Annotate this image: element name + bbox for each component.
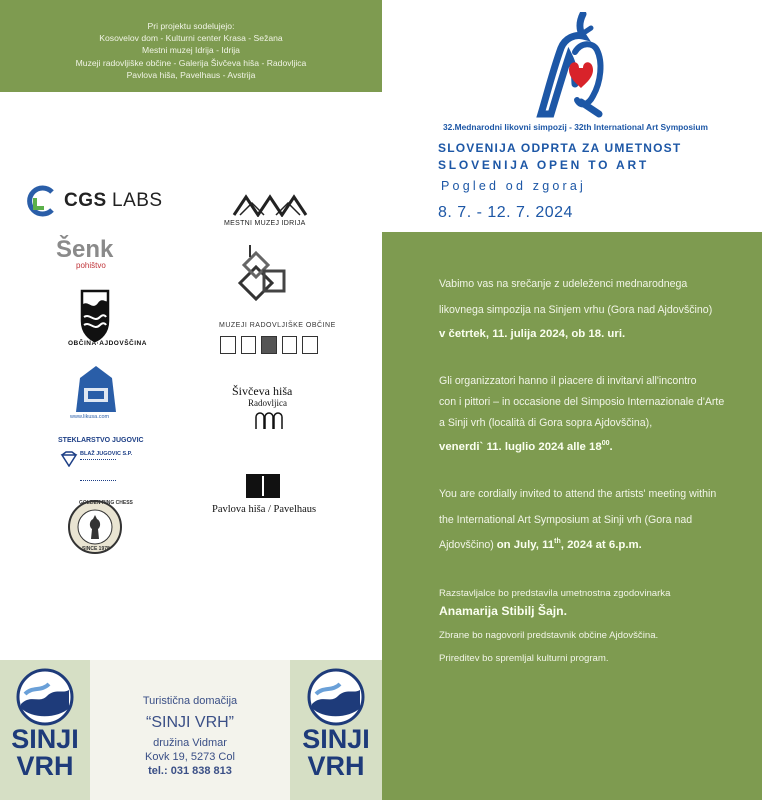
golden-ring-chess-logo — [67, 499, 133, 555]
invite-sl-date: v četrtek, 11. julija 2024, ob 18. uri. — [439, 328, 626, 340]
partner-line: Pavlova hiša, Pavelhaus - Avstrija — [126, 69, 256, 80]
farm-name: “SINJI VRH” — [146, 714, 234, 731]
partner-line: Muzeji radovljiške občine - Galerija Šivčeva hiša - Radovljica — [75, 57, 307, 68]
partners-heading: Pri projektu sodelujejo: — [147, 21, 235, 31]
pavlova-hisa-logo — [212, 472, 324, 518]
presenter-intro: Razstavljalce bo predstavila umetnostna zgodovinarka — [439, 588, 671, 599]
farm-type: Turistična domačija — [142, 695, 238, 707]
labs-text: LABS — [112, 190, 163, 211]
cgs-text: CGS — [64, 190, 107, 211]
invite-it-date-text: venerdi` 11. luglio 2024 alle 18 — [439, 440, 602, 453]
invite-en-line: You are cordially invited to attend the artists' meeting within — [439, 488, 717, 500]
likusa-house-icon — [70, 364, 122, 414]
invite-it-line: a Sinji vrh (località di Gora sopra Ajdovščina), — [439, 417, 653, 429]
steklarstvo-sub: BLAŽ JUGOVIC S.P. — [80, 451, 133, 457]
invite-en-place: Ajdovščino) — [439, 538, 494, 551]
mestni-muzej-idrija-logo — [224, 193, 320, 231]
invite-en-date-a: on July, 11 — [496, 538, 555, 551]
invite-sl-line: likovnega simpozija na Sinjem vrhu (Gora nad Ajdovščino) — [439, 304, 713, 316]
footer-brand-left — [0, 726, 90, 780]
invite-en-line3 — [439, 538, 642, 551]
likusa-logo — [70, 364, 122, 424]
obcina-text: OBČINA·AJDOVŠČINA — [68, 340, 147, 347]
partners-box — [0, 0, 382, 92]
muzeji-icons — [220, 336, 318, 354]
obcina-ajdovscina-logo — [64, 283, 147, 349]
invitation-panel — [382, 232, 762, 800]
sivceva-sub: Radovljica — [248, 398, 287, 408]
sivceva-text: Šivčeva hiša — [232, 384, 293, 398]
speech-note: Zbrane bo nagovoril predstavnik občine Ajdovščina. — [439, 630, 659, 641]
senk-text: Šenk — [56, 236, 114, 263]
pavlova-text: Pavlova hiša / Pavelhaus — [212, 504, 317, 515]
invite-en-date-sup: th — [554, 538, 561, 545]
invite-en-line: the International Art Symposium at Sinji vrh (Gora nad — [439, 514, 693, 526]
muzeji-radovljiske-obcine-logo — [216, 322, 336, 358]
muzeji-radovljica-text: MUZEJI RADOVLJIŠKE OBČINE — [219, 322, 336, 329]
program-note: Prireditev bo spremljal kulturni program. — [439, 653, 609, 664]
partner-line: Mestni muzej Idrija - Idrija — [142, 45, 240, 56]
brand-line1: SINJI — [11, 724, 79, 754]
kosovelov-dom-logo — [234, 243, 290, 301]
senk-sub: pohištvo — [76, 261, 106, 270]
idrija-mark-icon — [232, 193, 312, 217]
steklarstvo-details — [80, 459, 116, 481]
brand-line2: VRH — [16, 751, 74, 781]
subtitle: Pogled od zgoraj — [441, 179, 587, 193]
footer-logo-right — [290, 660, 382, 800]
title-slovenian: SLOVENIJA ODPRTA ZA UMETNOST — [438, 141, 682, 155]
golden-since: SINCE 1978 — [82, 546, 110, 552]
steklarstvo-text: STEKLARSTVO JUGOVIC — [58, 437, 144, 444]
invite-sl-line: Vabimo vas na srečanje z udeleženci mednarodnega — [439, 278, 688, 290]
arches-icon — [254, 411, 284, 429]
invite-it-date-sup: 00 — [601, 440, 610, 447]
sivceva-hisa-logo — [226, 384, 312, 430]
senk-logo — [56, 236, 136, 272]
farm-address: Kovk 19, 5273 Col — [145, 751, 235, 763]
farm-family: družina Vidmar — [153, 737, 227, 749]
cgs-logo-icon — [24, 184, 58, 218]
event-dates: 8. 7. - 12. 7. 2024 — [438, 204, 573, 221]
symposium-line: 32.Mednarodni likovni simpozij - 32th International Art Symposium — [443, 122, 708, 132]
invite-it-line: con i pittori – in occasione del Simposio Internazionale d'Arte — [439, 396, 725, 408]
steklarstvo-logo — [58, 437, 144, 483]
diamond-icon — [60, 451, 78, 467]
footer-brand-right — [290, 726, 382, 780]
footer-logo-left — [0, 660, 90, 800]
partner-line: Kosovelov dom - Kulturni center Krasa - Sežana — [99, 33, 283, 44]
brand-line2: VRH — [307, 751, 365, 781]
brand-line1: SINJI — [302, 724, 370, 754]
invite-it-line: Gli organizzatori hanno il piacere di invitarvi all'incontro — [439, 375, 697, 387]
muzej-idrija-text: MESTNI MUZEJ IDRIJA — [224, 220, 306, 227]
farm-phone: tel.: 031 838 813 — [148, 765, 232, 777]
likusa-url: www.likusa.com — [70, 414, 110, 420]
symposium-logo — [535, 12, 605, 118]
golden-text: GOLDEN RING CHESS — [79, 500, 133, 506]
pavlova-book-icon — [246, 474, 280, 498]
invite-en-date-b: , 2024 at 6.p.m. — [560, 538, 642, 551]
sinji-vrh-emblem-icon — [13, 668, 77, 726]
invite-it-date: venerdi` 11. luglio 2024 alle $18^{00}$. — [439, 440, 613, 453]
title-english: SLOVENIJA OPEN TO ART — [438, 158, 650, 172]
presenter-name: Anamarija Stibilj Šajn. — [439, 604, 568, 618]
sinji-vrh-emblem-icon — [304, 668, 368, 726]
farm-contact — [90, 660, 290, 800]
